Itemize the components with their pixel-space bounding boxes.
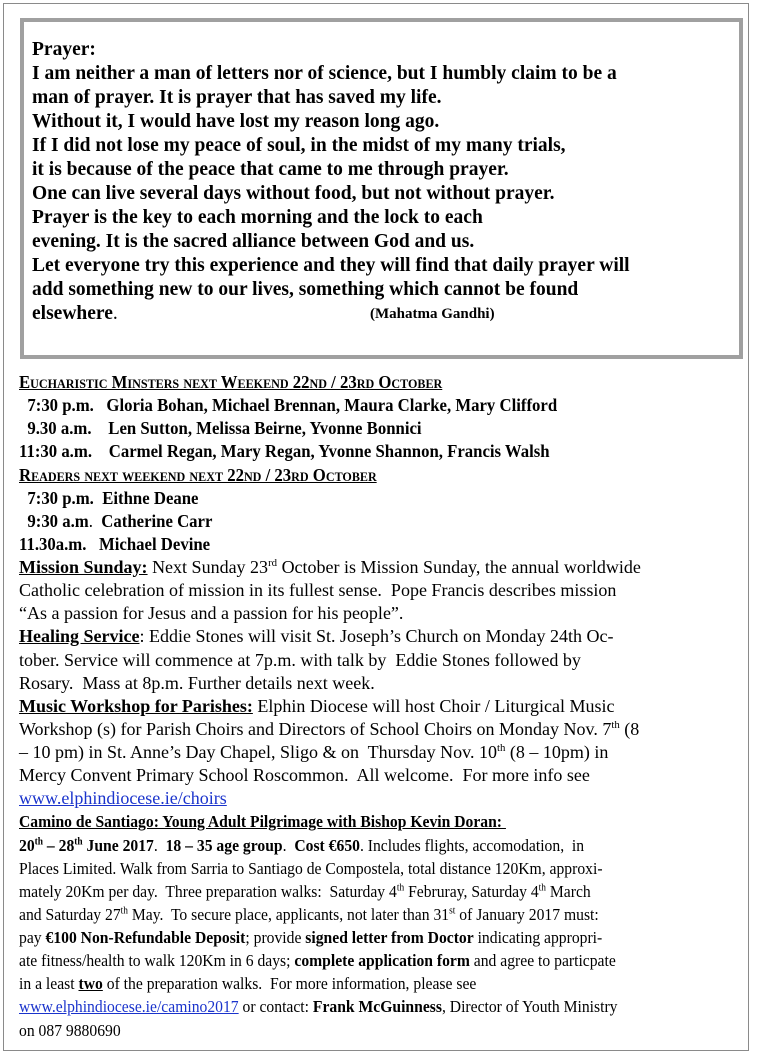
text-line bbox=[19, 695, 749, 718]
text-segment: Frank McGuinness bbox=[312, 997, 442, 1017]
text-segment: Workshop (s) for Parish Choirs and Directors of School Choirs on Monday Nov. 7 bbox=[19, 718, 612, 739]
text-segment: Rosary. Mass at 8p.m. Further details next week. bbox=[19, 672, 375, 693]
text-segment: Mercy Convent Primary School Roscommon. All welcome. For more info see bbox=[19, 765, 590, 786]
text-segment: . bbox=[153, 835, 166, 855]
text-segment: 18 – 35 age group bbox=[165, 835, 283, 855]
prayer-line: I am neither a man of letters nor of science, but I humbly claim to be a bbox=[32, 63, 617, 84]
prayer-line: Prayer is the key to each morning and the lock to each bbox=[32, 207, 483, 228]
text-segment: Camino de Santiago: Young Adult Pilgrimage with Bishop Kevin Doran: bbox=[19, 812, 506, 832]
text-segment: th bbox=[34, 835, 43, 847]
text-segment: and agree to particpate bbox=[469, 951, 616, 971]
section-heading: Readers next weekend next 22nd / 23rd October bbox=[19, 464, 377, 485]
text-line bbox=[19, 579, 749, 602]
text-segment: signed letter from Doctor bbox=[305, 928, 474, 947]
text-line bbox=[19, 533, 749, 556]
text-segment: . bbox=[88, 510, 102, 531]
text-segment: or contact: bbox=[238, 997, 313, 1017]
prayer-line: Let everyone try this experience and they will find that daily prayer will bbox=[32, 255, 630, 276]
text-line bbox=[19, 972, 749, 995]
text-segment: (8 – 10pm) in bbox=[505, 742, 609, 762]
text-segment: 9:30 a.m bbox=[19, 510, 89, 531]
text-line bbox=[19, 394, 749, 417]
text-line bbox=[19, 602, 749, 625]
newsletter-page bbox=[3, 3, 749, 1051]
text-segment: complete application form bbox=[294, 951, 470, 971]
text-segment: Mission Sunday: bbox=[19, 557, 148, 577]
text-line bbox=[19, 464, 749, 487]
text-line bbox=[19, 625, 749, 648]
text-segment: th bbox=[120, 905, 128, 917]
text-segment: 11:30 a.m. Carmel Regan, Mary Regan, Yvonne Shannon, Francis Walsh bbox=[19, 441, 550, 462]
text-segment: Healing Service bbox=[19, 626, 140, 647]
text-segment: rd bbox=[268, 557, 278, 569]
prayer-title: Prayer: bbox=[32, 39, 96, 60]
text-segment: Cost €650 bbox=[294, 835, 360, 855]
text-segment: , Director of Youth Ministry bbox=[441, 997, 618, 1017]
text-line bbox=[19, 510, 749, 533]
text-segment: th bbox=[611, 718, 620, 731]
text-line bbox=[19, 649, 749, 672]
text-line bbox=[19, 371, 749, 394]
link[interactable]: www.elphindiocese.ie/camino2017 bbox=[19, 997, 239, 1017]
text-segment: 7:30 p.m. Eithne Deane bbox=[19, 487, 199, 508]
text-segment: ate fitness/health to walk 120Km in 6 days; bbox=[19, 951, 295, 971]
prayer-line: man of prayer. It is prayer that has saved my life. bbox=[32, 87, 442, 108]
text-line bbox=[19, 741, 749, 764]
prayer-line: it is because of the peace that came to me through prayer. bbox=[32, 159, 509, 180]
text-segment: Next Sunday 23 bbox=[147, 557, 269, 577]
text-line bbox=[19, 834, 749, 857]
text-line bbox=[19, 1019, 749, 1042]
attribution: (Mahatma Gandhi) bbox=[370, 306, 495, 322]
text-segment: . bbox=[282, 835, 295, 855]
text-line bbox=[19, 857, 749, 880]
text-segment: and Saturday 27 bbox=[19, 904, 121, 924]
text-segment: Catherine Carr bbox=[101, 510, 213, 531]
text-segment: June 2017 bbox=[82, 835, 154, 855]
text-segment: on 087 9880690 bbox=[19, 1020, 121, 1040]
text-segment: : Eddie Stones will visit St. Joseph’s Church on Monday 24th Oc- bbox=[139, 626, 614, 647]
text-segment: th bbox=[74, 835, 83, 847]
prayer-period: . bbox=[112, 303, 118, 324]
text-line bbox=[19, 556, 749, 579]
text-segment: 11.30a.m. Michael Devine bbox=[19, 533, 211, 554]
text-line bbox=[19, 417, 749, 440]
text-segment: two bbox=[78, 974, 103, 994]
text-segment: March bbox=[545, 881, 591, 901]
text-line bbox=[19, 926, 749, 949]
text-line bbox=[19, 787, 749, 810]
text-segment: pay bbox=[19, 928, 46, 947]
text-segment: 7:30 p.m. Gloria Bohan, Michael Brennan, Maura Clarke, Mary Clifford bbox=[19, 395, 558, 416]
notices-section bbox=[19, 371, 749, 1042]
text-line bbox=[19, 764, 749, 787]
prayer-box bbox=[20, 18, 743, 359]
text-segment: Februray, Saturday 4 bbox=[404, 881, 539, 901]
text-segment: in a least bbox=[19, 974, 79, 994]
prayer-last-word: elsewhere bbox=[32, 303, 113, 324]
text-line bbox=[19, 672, 749, 695]
text-segment: – 28 bbox=[42, 835, 75, 855]
text-segment: Places Limited. Walk from Sarria to Santiago de Compostela, total distance 120Km, approxi- bbox=[19, 858, 603, 878]
text-segment: ; provide bbox=[245, 928, 306, 947]
text-line bbox=[19, 880, 749, 903]
text-segment: €100 Non-Refundable Deposit bbox=[45, 928, 246, 947]
text-segment: th bbox=[496, 742, 506, 754]
prayer-line: add something new to our lives, something which cannot be found bbox=[32, 279, 579, 300]
text-segment: “As a passion for Jesus and a passion for his people”. bbox=[19, 603, 404, 624]
text-segment: 9.30 a.m. Len Sutton, Melissa Beirne, Yvonne Bonnici bbox=[19, 418, 422, 439]
text-line bbox=[19, 810, 749, 833]
prayer-line: Without it, I would have lost my reason long ago. bbox=[32, 111, 440, 132]
text-segment: May. To secure place, applicants, not later than 31 bbox=[127, 904, 450, 924]
text-segment: mately 20Km per day. Three preparation walks: Saturday 4 bbox=[19, 881, 397, 901]
text-segment: October is Mission Sunday, the annual worldwide bbox=[277, 557, 641, 577]
text-segment: (8 bbox=[619, 718, 640, 739]
text-segment: tober. Service will commence at 7p.m. with talk by Eddie Stones followed by bbox=[19, 649, 581, 670]
text-line bbox=[19, 995, 749, 1018]
text-segment: of January 2017 must: bbox=[455, 904, 599, 924]
text-segment: Music Workshop for Parishes: bbox=[19, 695, 253, 716]
text-segment: 20 bbox=[19, 835, 35, 855]
text-segment: Catholic celebration of mission in its fullest sense. Pope Francis describes mission bbox=[19, 580, 617, 601]
link[interactable]: www.elphindiocese.ie/choirs bbox=[19, 788, 227, 809]
text-segment: st bbox=[449, 905, 456, 917]
text-segment: Elphin Diocese will host Choir / Liturgical Music bbox=[252, 695, 615, 716]
prayer-line: evening. It is the sacred alliance between God and us. bbox=[32, 231, 475, 252]
text-line bbox=[19, 718, 749, 741]
text-line bbox=[19, 440, 749, 463]
text-segment: of the preparation walks. For more information, please see bbox=[102, 974, 477, 994]
text-segment: th bbox=[538, 882, 546, 894]
text-segment: . Includes flights, accomodation, in bbox=[359, 835, 585, 855]
text-line bbox=[19, 949, 749, 972]
text-segment: indicating appropri- bbox=[473, 928, 603, 947]
text-segment: th bbox=[396, 882, 405, 894]
prayer-line: If I did not lose my peace of soul, in the midst of my many trials, bbox=[32, 135, 566, 156]
prayer-line bbox=[32, 302, 739, 326]
prayer-line: One can live several days without food, but not without prayer. bbox=[32, 183, 555, 204]
text-line bbox=[19, 487, 749, 510]
text-segment: – 10 pm) in St. Anne’s Day Chapel, Sligo & on Thursday Nov. 10 bbox=[19, 742, 497, 762]
section-heading: Eucharistic Minsters next Weekend 22nd / 23rd October bbox=[19, 372, 443, 392]
text-line bbox=[19, 903, 749, 926]
